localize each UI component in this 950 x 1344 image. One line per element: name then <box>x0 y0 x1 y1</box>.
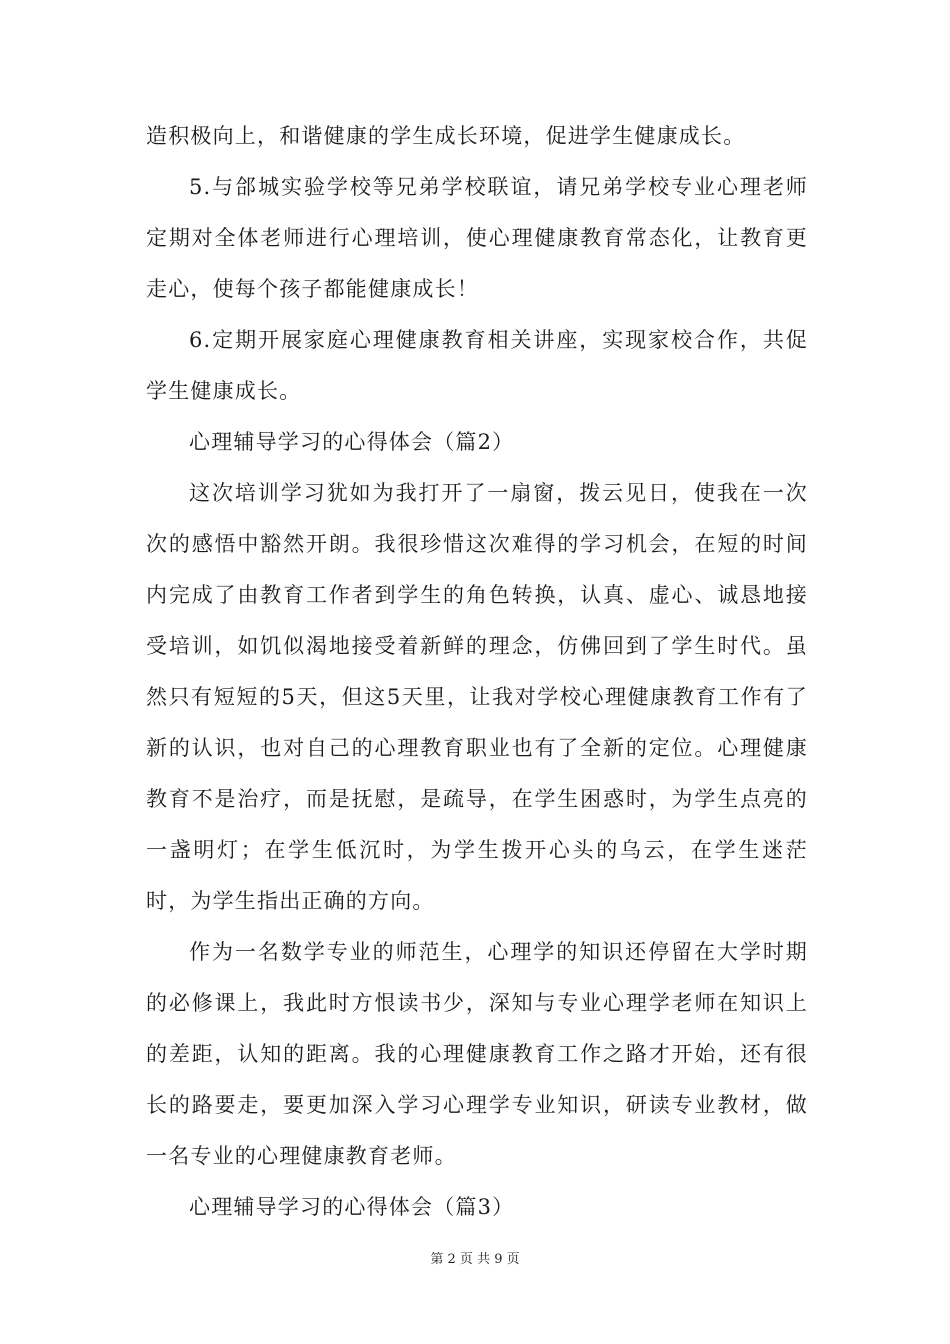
paragraph-continuation: 造积极向上，和谐健康的学生成长环境，促进学生健康成长。 <box>146 124 746 148</box>
paragraph-section-2-b: 作为一名数学专业的师范生，心理学的知识还停留在大学时期的必修课上，我此时方恨读书少，深知与专业心理学老师在知识上的差距，认知的距离。我的心理健康教育工作之路才开始，还有很长的路要走，要更加深入学习心理学专业知识，研读专业教材，做一名专业的心理健康教育老师。 <box>146 940 808 1168</box>
paragraph-item-6: 6.定期开展家庭心理健康教育相关讲座，实现家校合作，共促学生健康成长。 <box>146 328 808 403</box>
paragraph-item-5: 5.与郃城实验学校等兄弟学校联谊，请兄弟学校专业心理老师定期对全体老师进行心理培训，使心理健康教育常态化，让教育更走心，使每个孩子都能健康成长！ <box>146 175 808 301</box>
section-heading-2: 心理辅导学习的心得体会（篇2） <box>189 430 515 454</box>
page-number-footer: 第 2 页 共 9 页 <box>430 1252 520 1267</box>
section-heading-3: 心理辅导学习的心得体会（篇3） <box>189 1195 515 1219</box>
paragraph-section-2-a: 这次培训学习犹如为我打开了一扇窗，拨云见日，使我在一次次的感悟中豁然开朗。我很珍惜这次难得的学习机会，在短的时间内完成了由教育工作者到学生的角色转换，认真、虚心、诚恳地接受培训，如饥似渴地接受着新鲜的理念，仿佛回到了学生时代。虽然只有短短的5天，但这5天里，让我对学校心理健康教育工作有了新的认识，也对自己的心理教育职业也有了全新的定位。心理健康教育不是治疗，而是抚慰，是疏导，在学生困惑时，为学生点亮的一盏明灯；在学生低沉时，为学生拨开心头的乌云，在学生迷茫时，为学生指出正确的方向。 <box>146 481 808 913</box>
document-body <box>146 111 808 1233</box>
